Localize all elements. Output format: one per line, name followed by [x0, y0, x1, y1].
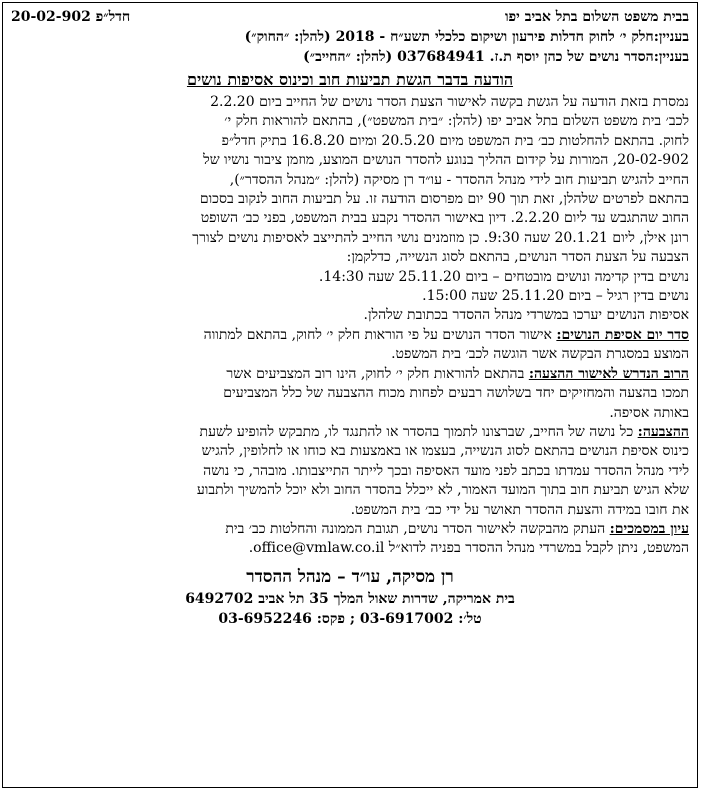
paragraph-line: החוב שהתגבש עד ליום 2.2.20. דיון באישור ההסדר נקבע בבית המשפט, בפני כב׳ השופט — [200, 210, 689, 227]
documents-text: העתק מהבקשה לאישור הסדר נושים, תגובת הממונה והחלטות כב׳ בית — [225, 520, 610, 537]
matter-row-debtor — [11, 47, 689, 67]
matter-label: בעניין: — [653, 49, 689, 65]
paragraph-line: את חובו במידה והצעת ההסדר תאושר על ידי כב׳ בית המשפט. — [350, 501, 689, 518]
paragraph-line: לידי מנהל ההסדר עמדתו בכתב לפני מועד האסיפה ובכך לייתר התייצבותו. מובהר, כי נושה — [203, 462, 689, 479]
paragraph-line — [11, 520, 689, 539]
majority-heading: הרוב הנדרש לאישור ההצעה: — [528, 365, 689, 382]
case-number: חדל״פ 20-02-902 — [11, 9, 131, 25]
documents-section — [11, 520, 689, 559]
meetings-location: אסיפות הנושים יערכו במשרדי מנהל ההסדר בכתובת שלהלן. — [363, 307, 689, 324]
paragraph-line: החייב להגיש תביעות חוב לידי מנהל ההסדר - עו״ד רן מסיקה (להלן: ״מנהל ההסדר״), — [229, 171, 689, 188]
paragraph-line — [11, 326, 689, 345]
contact-numbers: טל׳: 03-6917002 ; פקס: 03-6952246 — [218, 610, 482, 627]
majority-text: בהתאם להוראות חלק י׳ לחוק, הינו רוב המצביעים אשר — [226, 365, 529, 382]
paragraph-line: המוצע במסגרת הבקשה אשר הוגשה לכב׳ בית המשפט. — [391, 346, 689, 363]
documents-text: המשפט, ניתן לקבל במשרדי מנהל ההסדר בפניה לדוא״ל — [384, 540, 689, 557]
agenda-section — [11, 326, 689, 365]
paragraph-line: לכב׳ בית משפט השלום בתל אביב יפו (להלן: ״בית המשפט״), בהתאם להוראות חלק י׳ — [224, 113, 689, 130]
court-row — [11, 7, 689, 27]
paragraph-line: בהתאם לפרטים שלהלן, זאת תוך 90 יום מפרסום הודעה זו. על תביעות החוב לנקוב בסכום — [199, 191, 689, 208]
notice-header — [11, 7, 689, 67]
paragraph-line: נמסרת בזאת הודעה על הגשת בקשה לאישור הצעת הסדר נושים של החייב ביום 2.2.20 — [210, 94, 689, 110]
office-address: בית אמריקה, שדרות שאול המלך 35 תל אביב 6492702 — [185, 590, 515, 607]
paragraph-line: שלא הגיש תביעת חוב בתוך המועד האמור, לא ייכלל בהסדר החוב ולא יוכל להמשיך ולתבוע — [196, 482, 689, 499]
paragraph-line: כינוס אסיפת הנושים בהתאם לסוג הנשייה, בעצמו או באמצעות בא כוחו או לחלופין, להגיש — [201, 443, 689, 460]
paragraph-line: הצבעה על הצעת הסדר הנושים, בהתאם לסוג הנשייה, כדלקמן: — [346, 249, 689, 266]
notice-body — [11, 93, 689, 559]
court-name: בבית משפט השלום בתל אביב יפו — [504, 9, 689, 25]
matter-row-law — [11, 27, 689, 47]
notice-title: הודעה בדבר הגשת תביעות חוב וכינוס אסיפות נושים — [186, 70, 514, 89]
paragraph-line — [11, 365, 689, 384]
administrator-name: רן מסיקה, עו״ד – מנהל ההסדר — [246, 566, 454, 587]
matter-text: הסדר נושים של כהן יוסף ת.ז. 037684941 (להלן: ״החייב״) — [303, 49, 654, 65]
paragraph-line: באותה אסיפה. — [609, 404, 689, 421]
public-notice — [2, 2, 698, 788]
paragraph-line: המשפט, ניתן לקבל במשרדי מנהל ההסדר בפניה לדוא״ל office@vmlaw.co.il. — [248, 540, 689, 557]
signature-block — [11, 565, 689, 629]
meeting-priority-creditors: נושים בדין קדימה ונושים מובטחים – ביום 25.11.20 שעה 14:30. — [318, 268, 689, 285]
paragraph-line — [11, 423, 689, 442]
voting-text: כל נושה של החייב, שברצונו לתמוך בהסדר או להתנגד לו, מתבקש להופיע לשעת — [199, 423, 638, 440]
voting-section — [11, 423, 689, 520]
meeting-regular-creditors: נושים בדין רגיל – ביום 25.11.20 שעה 15:00. — [422, 288, 689, 305]
documents-heading: עיון במסמכים: — [609, 520, 689, 537]
agenda-heading: סדר יום אסיפת הנושים: — [556, 326, 689, 343]
voting-heading: ההצבעה: — [637, 423, 689, 440]
paragraph-line: רונן אילן, ליום 20.1.21 שעה 9:30. כן מוזמנים נושי החייב להתייצב לאסיפות נושים לצורך — [192, 229, 689, 246]
paragraph-line: לחוק. בהתאם להחלטות כב׳ בית המשפט מיום 20.5.20 ומיום 16.8.20 בתיק חדל״פ — [221, 132, 689, 149]
paragraph-line: תמכו בהצעה והמחזיקים יחד בשלושה רבעים לפחות מכוח ההצבעה של כלל המצביעים — [223, 385, 689, 402]
agenda-text: אישור הסדר הנושים על פי הוראות חלק י׳ לחוק, בהתאם למתווה — [203, 326, 557, 343]
paragraph-line: 20-02-902, המורות על קידום ההליך בנוגע להסדר הנושים המוצע, מוזמן ציבור נושיו של — [203, 152, 689, 169]
majority-section — [11, 365, 689, 423]
intro-paragraph — [11, 93, 689, 326]
matter-text: חלק י׳ לחוק חדלות פירעון ושיקום כלכלי תשע״ח - 2018 (להלן: ״החוק״) — [244, 29, 654, 45]
email-link[interactable]: office@vmlaw.co.il — [253, 540, 385, 557]
matter-label: בעניין: — [653, 29, 689, 45]
